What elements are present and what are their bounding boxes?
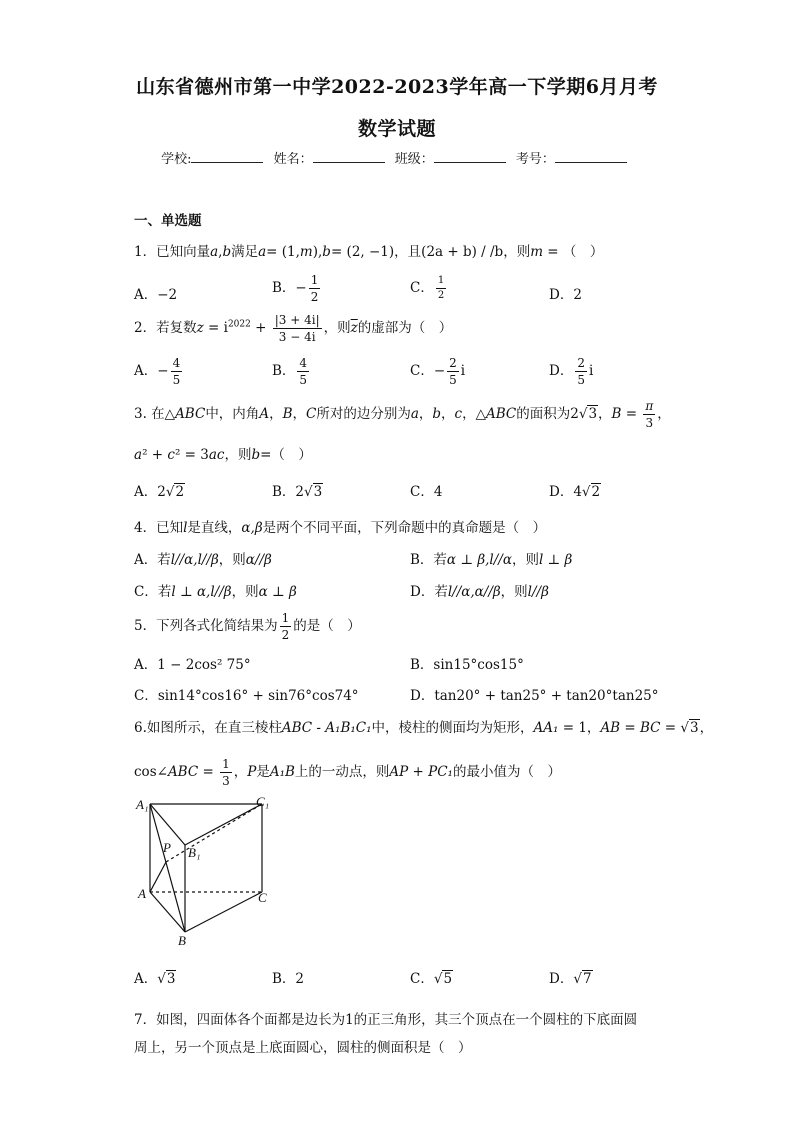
exam-subject: 数学试题 (357, 118, 436, 140)
question-5-stem: 5．下列各式化简结果为 $\frac{1}{2}$ 的是（ ） (134, 611, 361, 642)
school-label: 学校: (161, 152, 192, 167)
question-6-option-b[interactable]: B．2 (272, 971, 305, 987)
label-p: P (163, 840, 171, 855)
question-3-stem-line1: 3. 在△ABC中，内角A，B，C所对的边分别为a，b，c，△ABC的面积为2√3，B = $\frac{\pi}{3}$ ， (134, 399, 671, 430)
edge-c-b (185, 892, 262, 932)
name-blank[interactable] (313, 150, 385, 163)
question-6-option-a[interactable]: A．√3 (134, 971, 176, 987)
question-4-option-d[interactable]: D．若l//α,α//β，则l//β (410, 584, 549, 600)
question-1-option-c[interactable]: C． $\frac{1}{2}$ (410, 275, 445, 301)
question-3-option-b[interactable]: B．2√3 (272, 484, 323, 500)
question-4-option-c[interactable]: C．若l ⊥ α,l//β，则α ⊥ β (134, 584, 297, 600)
class-label: 班级： (394, 152, 434, 167)
student-info-line (0, 148, 794, 167)
name-label: 姓名： (273, 152, 313, 167)
question-6-stem-line1: 6.如图所示，在直三棱柱ABC - A₁B₁C₁中，棱柱的侧面均为矩形，AA₁ = 1，AB = BC = √3， (134, 720, 714, 736)
question-6-stem-line2: cos∠ABC = $\frac{1}{3}$ ，P是A₁B上的一动点，则AP + PC₁的最小值为（ ） (134, 757, 561, 788)
label-c1: C₁ (256, 794, 270, 809)
question-7-stem-line2: 周上，另一个顶点是上底面圆心，圆柱的侧面积是（ ） (134, 1040, 472, 1056)
question-7-stem-line1: 7．如图，四面体各个面都是边长为1的正三角形，其三个顶点在一个圆柱的下底面圆 (134, 1012, 638, 1028)
segment-a-p (150, 862, 166, 892)
question-2-option-a[interactable]: A．− $\frac{4}{5}$ (134, 356, 181, 387)
exam-title: 山东省德州市第一中学2022-2023学年高一下学期6月月考 (136, 76, 658, 98)
label-a: A (138, 886, 146, 901)
question-6-option-c[interactable]: C．√5 (410, 971, 453, 987)
question-3-stem-line2: a² + c² = 3ac，则b=（ ） (134, 447, 312, 463)
segment-p-c1 (166, 804, 262, 862)
question-6-option-d[interactable]: D．√7 (549, 971, 592, 987)
question-3-option-a[interactable]: A．2√2 (134, 484, 185, 500)
question-3-option-d[interactable]: D．4√2 (549, 484, 601, 500)
edge-c1-b1 (185, 804, 262, 845)
question-5-option-c[interactable]: C．sin14°cos16° + sin76°cos74° (134, 688, 359, 704)
question-2-stem: 2．若复数$z = i^{2022}$ + $\frac{|3 + 4i|}{3 - 4i}$ ，则$\overline{z}$的虚部为（ ） (134, 313, 453, 344)
prism-figure (130, 790, 290, 950)
exam-number-label: 考号： (515, 152, 555, 167)
school-blank[interactable] (191, 150, 263, 163)
question-1-option-d[interactable]: D．2 (549, 287, 582, 303)
section-heading: 一、单选题 (134, 213, 202, 229)
label-a1: A₁ (136, 797, 149, 812)
question-1-option-a[interactable]: A．−2 (134, 287, 178, 303)
question-5-option-a[interactable]: A．1 − 2cos² 75° (134, 657, 251, 673)
exam-number-blank[interactable] (555, 150, 627, 163)
label-c: C (258, 890, 267, 905)
question-4-stem: 4．已知l是直线，α,β是两个不同平面，下列命题中的真命题是（ ） (134, 520, 547, 536)
question-2-option-c[interactable]: C．− $\frac{2}{5}$ i (410, 356, 466, 387)
question-4-option-a[interactable]: A．若l//α,l//β，则α//β (134, 552, 272, 568)
question-5-option-b[interactable]: B．sin15°cos15° (410, 657, 524, 673)
question-2-option-d[interactable]: D． $\frac{2}{5}$ i (549, 356, 594, 387)
question-3-option-c[interactable]: C．4 (410, 484, 443, 500)
question-5-option-d[interactable]: D．tan20° + tan25° + tan20°tan25° (410, 688, 659, 704)
question-4-option-b[interactable]: B．若α ⊥ β,l//α，则l ⊥ β (410, 552, 573, 568)
class-blank[interactable] (434, 150, 506, 163)
question-1-option-b[interactable]: B．− $\frac{1}{2}$ (272, 273, 319, 304)
label-b: B (178, 933, 186, 948)
label-b1: B₁ (188, 845, 201, 860)
question-2-option-b[interactable]: B． $\frac{4}{5}$ (272, 356, 308, 387)
question-1-stem: 1．已知向量a,b满足a= (1,m),b= (2, −1)，且(2a + b) / /b，则m = （ ） (134, 244, 604, 260)
